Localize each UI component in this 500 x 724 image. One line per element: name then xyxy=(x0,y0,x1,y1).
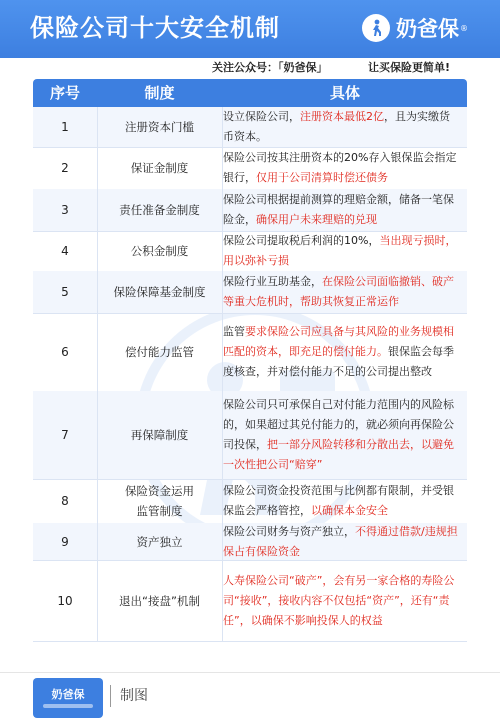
registered-mark: ® xyxy=(460,23,468,33)
row-number: 8 xyxy=(61,494,69,508)
row-number: 3 xyxy=(61,203,69,217)
detail-text: 保险公司只可承保自己对付能力范围内的风险标的，如果超过其兑付能力的，就必须向再保险公司投保， xyxy=(223,398,454,451)
footer xyxy=(0,672,500,724)
slogan-text: 让买保险更简单! xyxy=(368,61,451,74)
table-row xyxy=(33,107,467,148)
highlight-text: 仅用于公司清算时偿还债务 xyxy=(256,171,388,184)
table-row xyxy=(33,479,467,524)
system-name-text: 偿付能力监管 xyxy=(125,345,194,359)
footer-logo-name: 奶爸保 xyxy=(51,688,85,701)
row-number: 2 xyxy=(61,161,69,175)
person-walking-icon xyxy=(366,18,386,38)
table-row xyxy=(33,189,467,232)
system-name xyxy=(97,479,222,523)
highlight-text: 人寿保险公司“破产”，会有另一家合格的寿险公司“接收”，接收内容不仅包括“资产”，还有“责任”，以确保不影响投保人的权益 xyxy=(223,573,455,627)
detail-text: ，且为实缴货币资本。 xyxy=(223,110,450,143)
system-name-text: 责任准备金制度 xyxy=(119,203,200,217)
row-number: 9 xyxy=(61,534,69,549)
row-number: 7 xyxy=(61,428,69,442)
highlight-text: 在保险公司面临撤销、破产等重大危机时，帮助其恢复正常运作 xyxy=(223,275,454,308)
detail-cell xyxy=(223,479,467,523)
highlight-text: 当出现亏损时，用以弥补亏损 xyxy=(223,234,457,267)
detail-text: 保险公司根据提前测算的理赔金额，储备一笔保险金， xyxy=(223,193,454,226)
brand-logo-icon xyxy=(362,14,390,42)
system-name-text: 保险资金运用监管制度 xyxy=(125,484,194,518)
system-name-text: 资产独立 xyxy=(136,534,183,549)
row-number: 1 xyxy=(61,120,69,134)
highlight-text: 把一部分风险转移和分散出去，以避免一次性把公司“赔穿” xyxy=(223,438,454,471)
table-row xyxy=(33,231,467,272)
table-row xyxy=(33,147,467,190)
subline xyxy=(0,58,500,78)
highlight-text: 不得通过借款/违规担保占有保险资金 xyxy=(223,524,458,558)
detail-text: 设立保险公司， xyxy=(223,110,300,123)
highlight-text: 注册资本最低2亿 xyxy=(300,110,384,123)
footer-logo xyxy=(33,678,103,718)
detail-cell xyxy=(223,313,467,391)
table-header xyxy=(33,79,467,107)
brand xyxy=(362,13,468,43)
table-row xyxy=(33,313,467,392)
system-name xyxy=(97,560,222,641)
column-header-number: 序号 xyxy=(49,84,80,102)
detail-cell xyxy=(223,271,467,313)
detail-cell xyxy=(223,107,467,147)
table-row xyxy=(33,560,467,642)
system-name xyxy=(97,271,222,313)
footer-divider xyxy=(110,685,111,707)
system-name xyxy=(97,231,222,271)
table-row xyxy=(33,391,467,480)
header-banner xyxy=(0,0,500,58)
table-row xyxy=(33,271,467,314)
system-name xyxy=(97,107,222,147)
column-header-system: 制度 xyxy=(144,84,175,102)
detail-text: 保险行业互助基金， xyxy=(223,275,322,288)
follow-account-text: 关注公众号：「奶爸保」 xyxy=(212,61,328,74)
brand-name: 奶爸保 xyxy=(396,17,459,41)
system-name-text: 退出“接盘”机制 xyxy=(119,593,200,608)
detail-text: 保险公司资金投资范围与比例都有限制，并受银保监会严格管控， xyxy=(223,484,454,517)
system-name-text: 保证金制度 xyxy=(130,161,189,175)
highlight-text: 确保用户未来理赔的兑现 xyxy=(256,213,377,226)
system-name xyxy=(97,189,222,231)
system-name xyxy=(97,523,222,560)
detail-cell xyxy=(223,391,467,479)
column-header-details: 具体 xyxy=(329,84,360,102)
footer-caption: 制图 xyxy=(120,688,148,704)
detail-text: 保险公司提取税后利润的10%， xyxy=(223,234,380,247)
detail-text: 保险公司按其注册资本的20%存入银保监会指定银行， xyxy=(223,151,457,184)
detail-text: 保险公司财务与资产独立， xyxy=(223,524,355,538)
system-name-text: 注册资本门槛 xyxy=(125,120,194,134)
detail-text: 银保监会每季度核查，并对偿付能力不足的公司提出整改 xyxy=(223,345,454,378)
detail-text: 监管 xyxy=(223,325,245,338)
page-title: 保险公司十大安全机制 xyxy=(30,14,280,42)
system-name-text: 再保障制度 xyxy=(130,428,189,442)
highlight-text: 要求保险公司应具备与其风险的业务规模相匹配的资本，即充足的偿付能力。 xyxy=(223,325,454,358)
system-name xyxy=(97,391,222,479)
row-number: 4 xyxy=(61,244,69,258)
system-name xyxy=(97,147,222,189)
detail-cell xyxy=(223,189,467,231)
footer-logo-bar xyxy=(43,704,93,708)
system-name xyxy=(97,313,222,391)
detail-cell xyxy=(223,147,467,189)
system-name-text: 保险保障基金制度 xyxy=(113,285,206,299)
row-number: 10 xyxy=(57,593,73,608)
system-name-text: 公积金制度 xyxy=(130,244,189,258)
row-number: 5 xyxy=(61,285,69,299)
detail-cell xyxy=(223,560,467,641)
highlight-text: 以确保本金安全 xyxy=(311,504,388,517)
row-number: 6 xyxy=(61,345,69,359)
detail-cell xyxy=(223,523,467,560)
table-row xyxy=(33,523,467,561)
detail-cell xyxy=(223,231,467,271)
